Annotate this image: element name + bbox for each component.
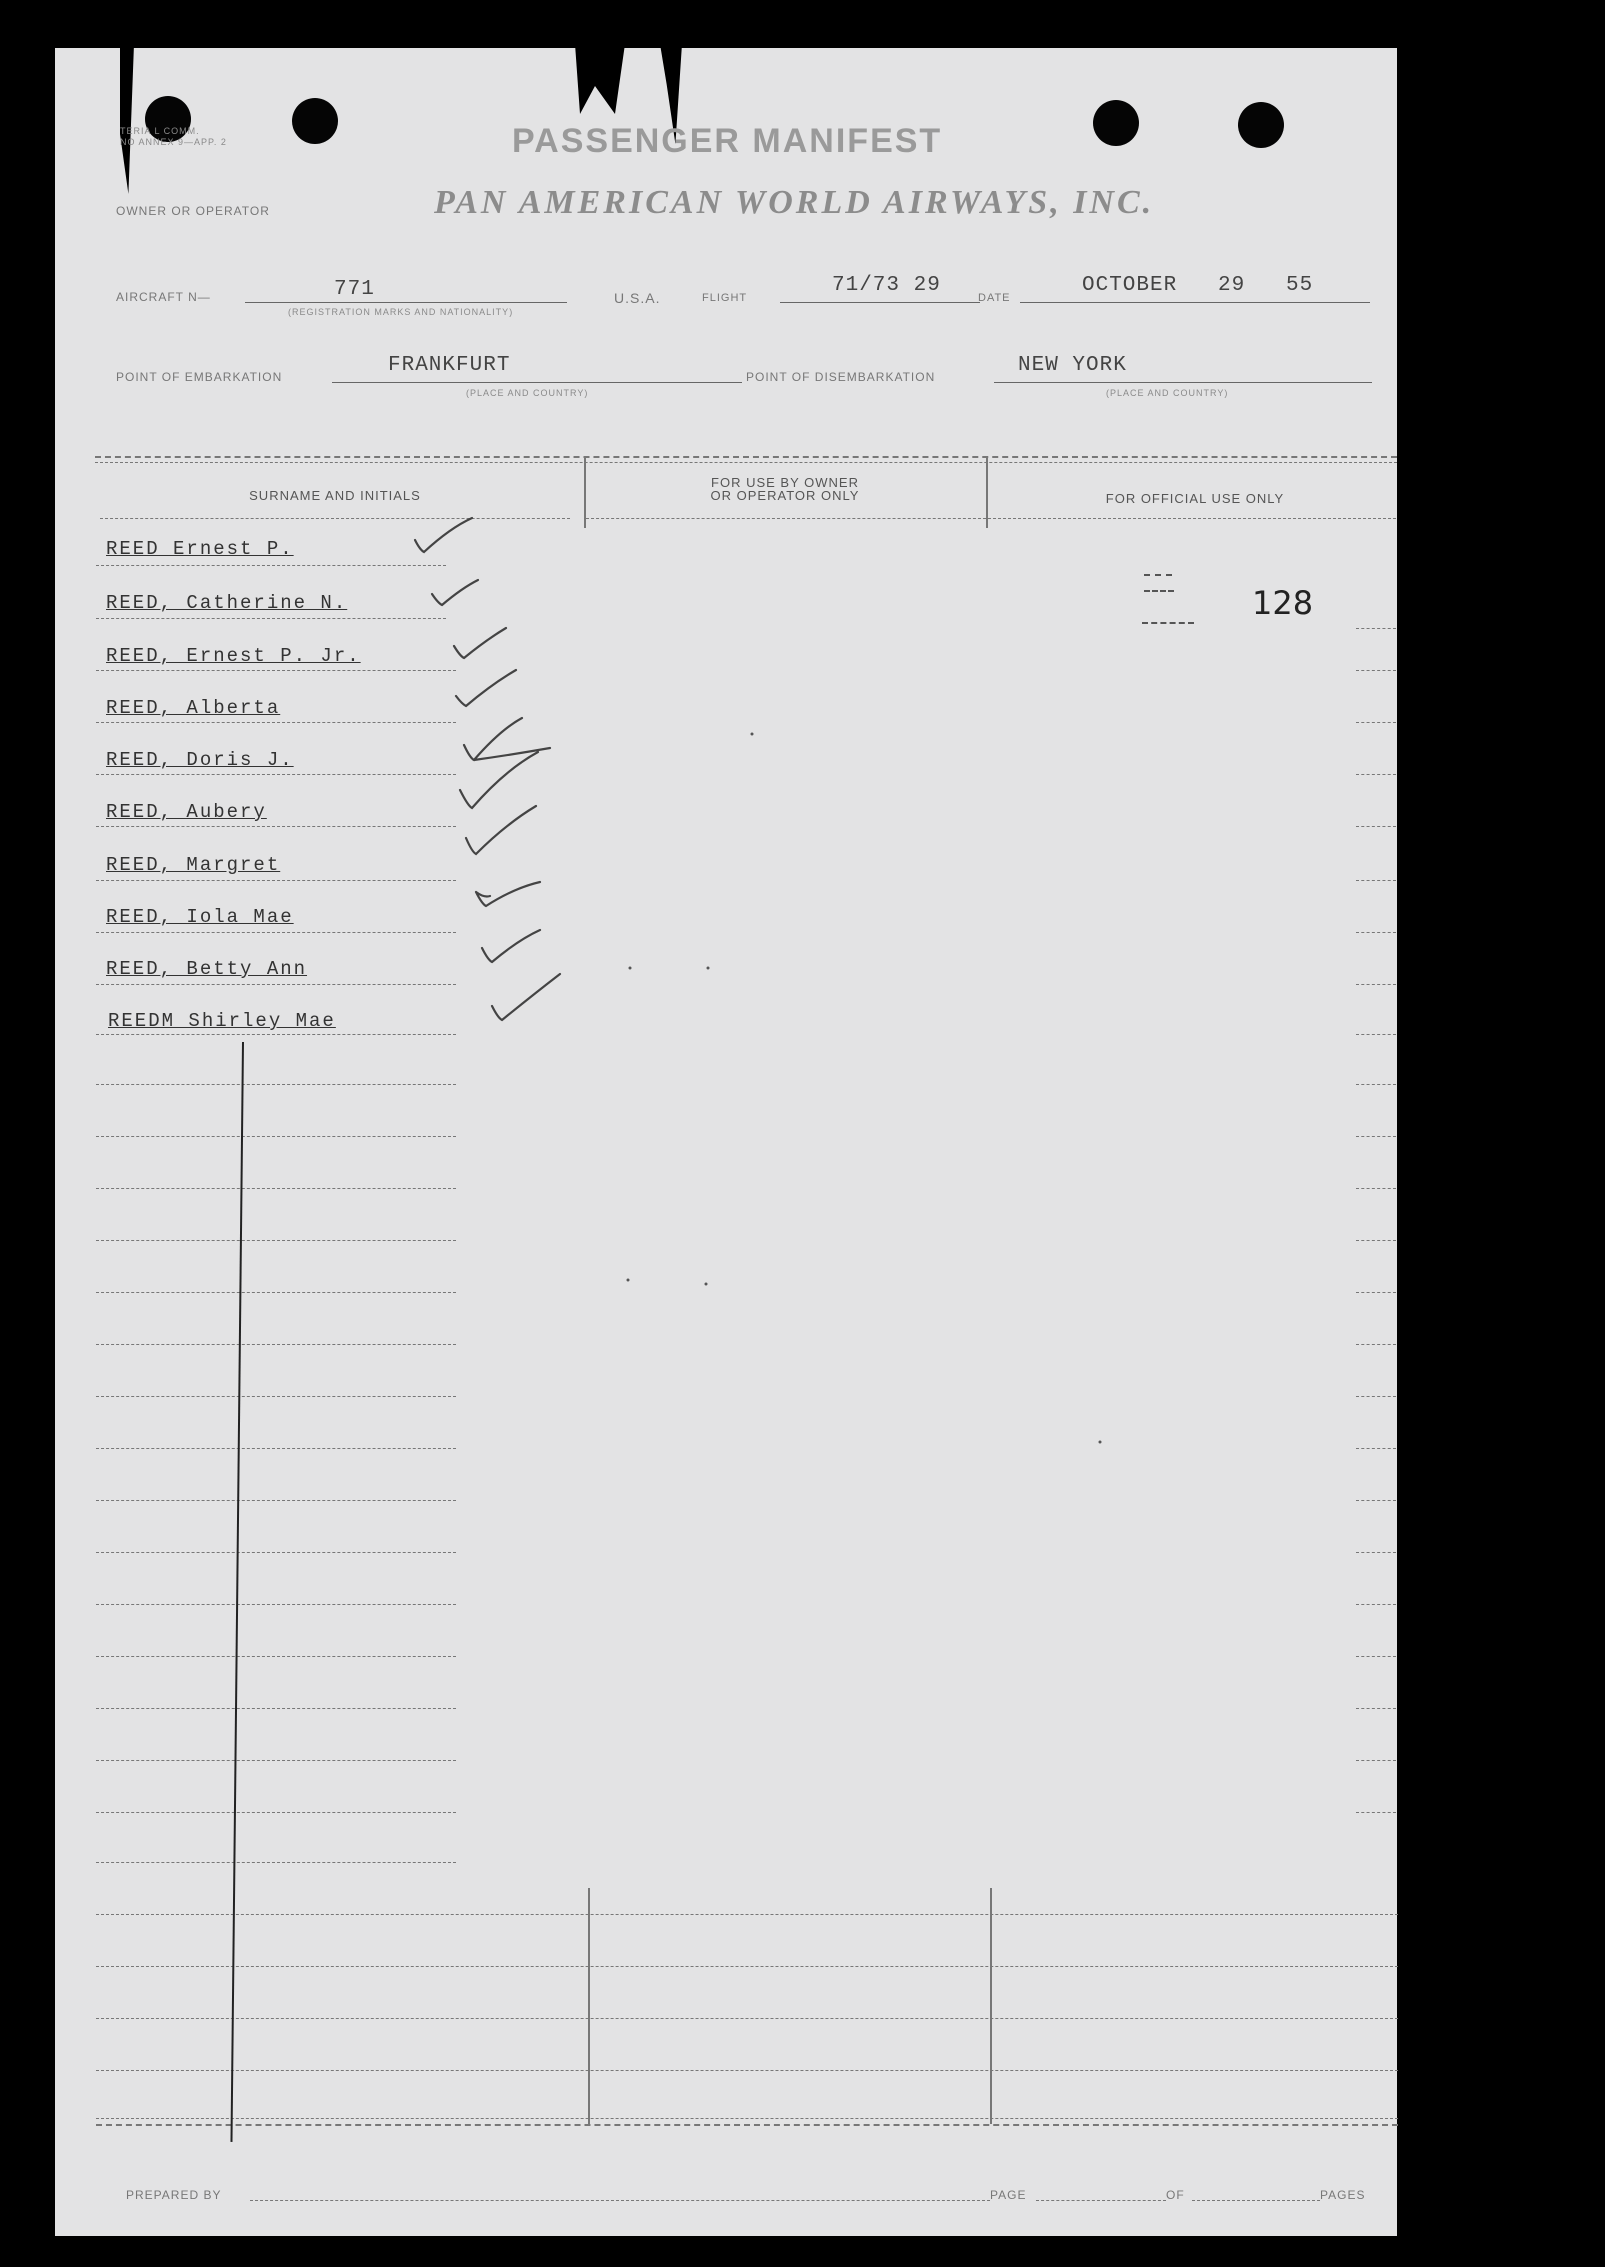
passenger-row: REED, Ernest P. Jr. — [106, 645, 361, 667]
page-title: PASSENGER MANIFEST — [512, 122, 943, 160]
check-mark-icon — [492, 974, 560, 1020]
aircraft-sublabel: (REGISTRATION MARKS AND NATIONALITY) — [288, 307, 514, 317]
flight-label: FLIGHT — [702, 292, 748, 304]
passenger-row: REED, Alberta — [106, 697, 281, 719]
date-day: 29 — [1218, 274, 1246, 297]
check-mark-icon — [466, 806, 536, 854]
form-code-line: TERIA L COMM. — [120, 126, 200, 136]
official-number: 128 — [1252, 584, 1314, 622]
col-owner-header: FOR USE BY OWNER OR OPERATOR ONLY — [710, 475, 860, 503]
prepared-by-underline — [250, 2200, 990, 2201]
check-mark-icon — [460, 752, 538, 808]
check-mark-icon — [432, 580, 478, 605]
date-label: DATE — [978, 292, 1011, 304]
prepared-by-label: PREPARED BY — [126, 2188, 222, 2202]
embarkation-label: POINT OF EMBARKATION — [116, 370, 283, 384]
check-mark-icon — [415, 518, 472, 552]
form-code-line: NO ANNEX 9—APP. 2 — [120, 137, 227, 147]
aircraft-label: AIRCRAFT N— — [116, 290, 211, 304]
date-year: 55 — [1286, 274, 1314, 297]
col-official-header: FOR OFFICIAL USE ONLY — [1105, 491, 1285, 506]
disembarkation-label: POINT OF DISEMBARKATION — [746, 370, 936, 384]
of-label: OF — [1166, 2188, 1185, 2202]
check-mark-icon — [482, 930, 540, 962]
check-mark-icon — [456, 670, 516, 706]
passenger-row: REED, Iola Mae — [106, 906, 294, 928]
owner-label: OWNER OR OPERATOR — [116, 204, 270, 218]
lower-column-divider — [990, 1888, 992, 2124]
official-marks — [1140, 570, 1196, 626]
disembarkation-sublabel: (PLACE AND COUNTRY) — [1106, 388, 1229, 398]
page-label: PAGE — [990, 2188, 1027, 2202]
embarkation-value: FRANKFURT — [388, 354, 511, 377]
passenger-row: REED, Doris J. — [106, 749, 294, 771]
of-underline — [1192, 2200, 1320, 2201]
passenger-row: REED Ernest P. — [106, 538, 294, 560]
passenger-row: REEDM Shirley Mae — [108, 1010, 336, 1032]
flight-number: 71/73 29 — [832, 274, 941, 297]
disembarkation-value: NEW YORK — [1018, 354, 1127, 377]
lower-column-divider — [588, 1888, 590, 2124]
date-month: OCTOBER — [1082, 274, 1178, 297]
passenger-row: REED, Margret — [106, 854, 281, 876]
passenger-row: REED, Catherine N. — [106, 592, 348, 614]
embarkation-sublabel: (PLACE AND COUNTRY) — [466, 388, 589, 398]
passenger-row: REED, Betty Ann — [106, 958, 308, 980]
check-mark-icon — [454, 628, 506, 658]
passenger-row: REED, Aubery — [106, 801, 267, 823]
aircraft-number: 771 — [334, 278, 375, 301]
page-underline — [1036, 2200, 1166, 2201]
aircraft-country: U.S.A. — [614, 290, 661, 306]
check-mark-icon — [476, 882, 540, 906]
col-surname-header: SURNAME AND INITIALS — [249, 488, 421, 503]
company-name: PAN AMERICAN WORLD AIRWAYS, INC. — [434, 184, 1155, 221]
pages-label: PAGES — [1320, 2188, 1366, 2202]
